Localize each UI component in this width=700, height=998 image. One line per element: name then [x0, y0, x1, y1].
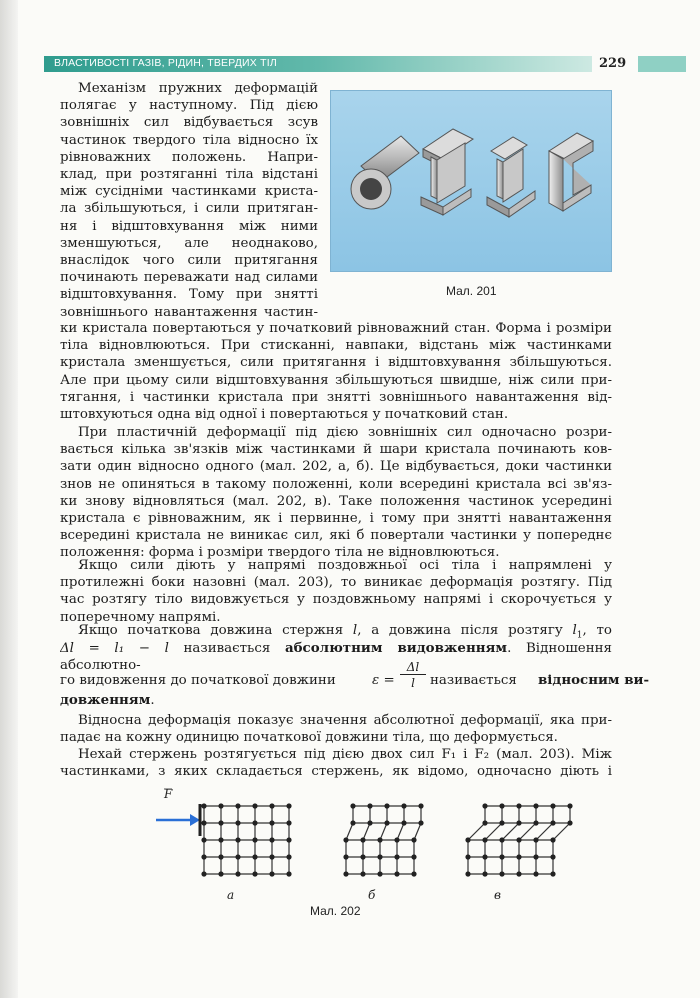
- header-bar: [44, 56, 592, 72]
- particle: [201, 803, 206, 808]
- particle: [201, 820, 206, 825]
- figure-202-lattice: [150, 780, 610, 900]
- particle: [482, 820, 487, 825]
- particle: [360, 837, 365, 842]
- particle: [499, 803, 504, 808]
- section-title: ВЛАСТИВОСТІ ГАЗІВ, РІДИН, ТВЕРДИХ ТІЛ: [54, 57, 277, 69]
- text-line: частинками, з яких складається стержень, як відомо, одночасно діють і: [60, 764, 612, 780]
- particle: [286, 803, 291, 808]
- bond: [536, 823, 553, 840]
- text-run: , а довжина після розтягу: [357, 623, 573, 638]
- particle: [516, 854, 521, 859]
- particle: [550, 803, 555, 808]
- particle: [516, 803, 521, 808]
- bond: [414, 823, 421, 840]
- particle: [465, 837, 470, 842]
- particle: [418, 803, 423, 808]
- page-number: 229: [599, 56, 627, 71]
- text-run: го видовження до початкової довжини: [60, 673, 336, 688]
- text-line: відштовхування. Тому при знятті: [60, 287, 318, 303]
- particle: [550, 837, 555, 842]
- text-line: зменшуються, але неоднаково,: [60, 235, 318, 251]
- particle: [252, 854, 257, 859]
- bond: [502, 823, 519, 840]
- text-line: всередині кристала не виникає сил, які б повертали частинки у попереднє: [60, 528, 612, 544]
- particle: [360, 871, 365, 876]
- particle: [482, 837, 487, 842]
- particle: [384, 820, 389, 825]
- text-line: ки кристала повертаються у початковий рівноважний стан. Форма і розміри: [60, 321, 612, 336]
- particle: [482, 854, 487, 859]
- particle: [411, 854, 416, 859]
- text-run: . Відношення абсолютно-: [60, 641, 612, 674]
- text-line: штовхуються одна від одної і повертаються у початковий стан.: [60, 407, 509, 422]
- particle: [394, 871, 399, 876]
- particle: [343, 837, 348, 842]
- text-line: частинок твердого тіла відносно їх: [60, 132, 318, 148]
- bond: [468, 823, 485, 840]
- particle: [343, 854, 348, 859]
- text-line: поперечному напрямі.: [60, 609, 221, 625]
- subscript-1: 1: [576, 630, 583, 641]
- particle: [235, 854, 240, 859]
- lattice-v: [465, 803, 572, 876]
- particle: [377, 837, 382, 842]
- text-line: зовнішніх сил відбувається зсув: [60, 115, 318, 131]
- text-line: тягання, і частинки кристала при знятті зовнішнього навантаження від-: [60, 389, 612, 405]
- text-line: падає на кожну одиницю початкової довжини тіла, що деформується.: [60, 730, 558, 746]
- particle: [499, 820, 504, 825]
- particle: [235, 803, 240, 808]
- bond: [553, 823, 570, 840]
- text-line: час розтягу тіло видовжується у поздовжньому напрямі і скорочується у: [60, 592, 612, 608]
- text-line: ла збільшуються, і сили притяган-: [60, 201, 318, 217]
- fraction-numerator: Δl: [400, 660, 426, 675]
- term-absolute-elongation: абсолютним видовженням: [284, 640, 508, 656]
- particle: [252, 820, 257, 825]
- text-line: ки знову відновляться (мал. 202, в). Таке положення частинок усередині: [60, 493, 612, 509]
- force-label: F: [164, 787, 173, 801]
- particle: [269, 871, 274, 876]
- text-line: Механізм пружних деформацій: [78, 81, 318, 96]
- text-line: ня і відштовхування між ними: [60, 218, 318, 234]
- particle: [377, 871, 382, 876]
- text-line: кристала є рівноважним, як і первинне, і тому при знятті навантаження: [60, 511, 612, 526]
- particle: [533, 837, 538, 842]
- particle: [482, 803, 487, 808]
- particle: [550, 820, 555, 825]
- text-run: , то: [582, 623, 612, 638]
- profiles-illustration: [331, 91, 611, 271]
- text-line: між сусідніми частинками криста-: [60, 184, 318, 200]
- particle: [201, 871, 206, 876]
- bond: [397, 823, 404, 840]
- particle: [533, 871, 538, 876]
- text-line: вається кілька зв'язків між частинками й шари кристала починають ков-: [60, 442, 612, 458]
- particle: [286, 837, 291, 842]
- particle: [499, 837, 504, 842]
- text-line: Але при цьому сили відштовхування збільшуються швидше, ніж сили при-: [60, 372, 612, 388]
- text-line: Нехай стержень розтягується під дією двох сил F₁ і F₂ (мал. 203). Між: [78, 747, 612, 762]
- bond: [519, 823, 536, 840]
- formula-epsilon: ε =: [372, 673, 395, 688]
- text-line: кристала зменшується, сили притягання і відштовхування збільшуються.: [60, 355, 612, 371]
- particle: [252, 803, 257, 808]
- text-run: називається: [430, 673, 517, 688]
- tube-shape: [351, 136, 419, 209]
- particle: [401, 803, 406, 808]
- particle: [350, 803, 355, 808]
- particle: [218, 854, 223, 859]
- particle: [401, 820, 406, 825]
- particle: [533, 803, 538, 808]
- header-tab: [638, 56, 686, 72]
- particle: [516, 871, 521, 876]
- text-line: рівноважних положень. Напри-: [60, 149, 318, 165]
- particle: [367, 820, 372, 825]
- fraction-denominator: l: [411, 676, 415, 690]
- particle: [201, 837, 206, 842]
- particle: [550, 871, 555, 876]
- formula-absolute-elongation: Δl = l₁ − l: [60, 641, 169, 656]
- paragraph-4-line-4: [60, 692, 155, 709]
- particle: [394, 854, 399, 859]
- particle: [218, 871, 223, 876]
- particle: [533, 820, 538, 825]
- particle: [218, 837, 223, 842]
- text-line: знов не опиняться в такому положенні, коли всередині кристала всі зв'яз-: [60, 476, 612, 492]
- force-arrow: [156, 804, 200, 836]
- particle: [286, 854, 291, 859]
- particle: [235, 837, 240, 842]
- particle: [269, 854, 274, 859]
- particle: [269, 837, 274, 842]
- symbol-l: l: [352, 623, 358, 638]
- text-run: Якщо початкова довжина стержня: [78, 623, 353, 638]
- figure-202-label-a: а: [227, 888, 235, 902]
- particle: [269, 803, 274, 808]
- particle: [516, 820, 521, 825]
- page-edge-shade: [0, 0, 18, 998]
- text-line: внаслідок чого сили притягання: [60, 253, 318, 268]
- particle: [269, 820, 274, 825]
- lattice-b: [343, 803, 423, 876]
- channel-shape: [549, 133, 593, 211]
- figure-202-label-v: в: [494, 888, 501, 902]
- text-line: Якщо сили діють у напрямі поздовжньої осі тіла і напрямлені у: [78, 558, 612, 573]
- particle: [252, 871, 257, 876]
- text-line: Відносна деформація показує значення абсолютної деформації, яка при-: [78, 713, 612, 728]
- particle: [286, 820, 291, 825]
- term-relative-elongation: відносним ви-: [538, 672, 650, 688]
- running-header: [44, 56, 684, 72]
- particle: [343, 871, 348, 876]
- figure-201-caption: Мал. 201: [446, 284, 497, 298]
- particle: [218, 820, 223, 825]
- particle: [465, 854, 470, 859]
- particle: [418, 820, 423, 825]
- particle: [218, 803, 223, 808]
- text-line: тіла відновлюються. При стисканні, навпаки, відстань між частинками: [60, 338, 612, 354]
- particle: [533, 854, 538, 859]
- text-line: полягає у наступному. Під дією: [60, 98, 318, 114]
- particle: [252, 837, 257, 842]
- i-beam-shape: [421, 129, 473, 215]
- particle: [482, 871, 487, 876]
- particle: [465, 871, 470, 876]
- text-line: При пластичній деформації під дією зовнішніх сил одночасно розри-: [78, 425, 612, 440]
- text-line: зовнішнього навантаження частин-: [60, 304, 318, 320]
- particle: [499, 871, 504, 876]
- particle: [394, 837, 399, 842]
- particle: [567, 803, 572, 808]
- bond: [346, 823, 353, 840]
- text-line: клад, при розтяганні тіла відстані: [60, 167, 318, 182]
- particle: [350, 820, 355, 825]
- text-line: зати один відносно одного (мал. 202, а, б). Це відбувається, доки частинки: [60, 459, 612, 475]
- paragraph-4-line-3: [60, 660, 650, 696]
- particle: [235, 820, 240, 825]
- particle: [499, 854, 504, 859]
- symbol-l1: l: [572, 623, 577, 638]
- bond: [363, 823, 370, 840]
- particle: [411, 837, 416, 842]
- particle: [516, 837, 521, 842]
- figure-201-profiles: [330, 90, 612, 272]
- particle: [377, 854, 382, 859]
- rail-shape: [487, 137, 535, 217]
- figure-202-caption: Мал. 202: [310, 904, 361, 918]
- particle: [367, 803, 372, 808]
- particle: [411, 871, 416, 876]
- text-run: .: [150, 693, 155, 708]
- particle: [286, 871, 291, 876]
- text-line: починають переважати над силами: [60, 270, 318, 286]
- particle: [360, 854, 365, 859]
- lattice-a: [201, 803, 291, 876]
- text-line: положення: форма і розміри твердого тіла не відновлюються.: [60, 545, 500, 561]
- figure-202-label-b: б: [368, 888, 376, 902]
- particle: [235, 871, 240, 876]
- particle: [567, 820, 572, 825]
- text-run: називається: [168, 641, 285, 656]
- term-relative-elongation-end: довженням: [60, 692, 151, 708]
- particle: [550, 854, 555, 859]
- bond: [485, 823, 502, 840]
- bond: [380, 823, 387, 840]
- particle: [201, 854, 206, 859]
- text-line: протилежні боки назовні (мал. 203), то виникає деформація розтягу. Під: [60, 575, 612, 591]
- particle: [384, 803, 389, 808]
